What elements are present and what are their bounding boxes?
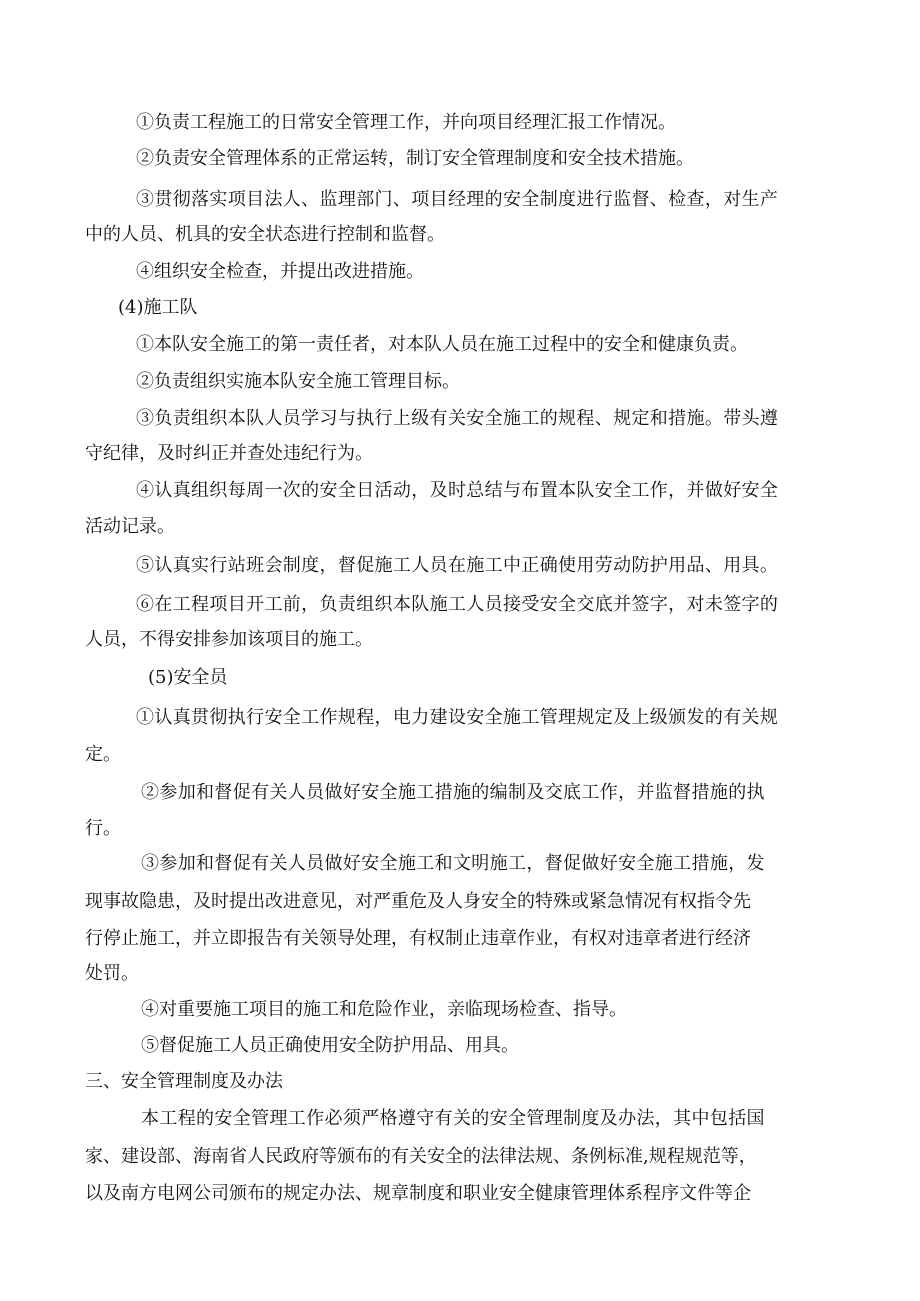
text-line: ③参加和督促有关人员做好安全施工和文明施工，督促做好安全施工措施，发 <box>141 853 765 874</box>
text-line: 处罚。 <box>85 963 139 984</box>
text-line: 人员，不得安排参加该项目的施工。 <box>85 629 373 650</box>
text-line: ③贯彻落实项目法人、监理部门、项目经理的安全制度进行监督、检查，对生产 <box>136 189 779 210</box>
text-line: 中的人员、机具的安全状态进行控制和监督。 <box>85 224 445 245</box>
text-line: ③负责组织本队人员学习与执行上级有关安全施工的规程、规定和措施。带头遵 <box>136 408 779 429</box>
text-line: ④组织安全检查，并提出改进措施。 <box>136 261 424 282</box>
text-line: 以及南方电网公司颁布的规定办法、规章制度和职业安全健康管理体系程序文件等企 <box>85 1183 751 1204</box>
text-line: 行。 <box>85 818 121 839</box>
text-line: ②负责组织实施本队安全施工管理目标。 <box>136 371 460 392</box>
text-line: ④对重要施工项目的施工和危险作业，亲临现场检查、指导。 <box>141 999 627 1020</box>
text-line: ⑤认真实行站班会制度，督促施工人员在施工中正确使用劳动防护用品、用具。 <box>136 555 779 576</box>
text-line: 定。 <box>85 744 121 765</box>
text-line: 本工程的安全管理工作必须严格遵守有关的安全管理制度及办法，其中包括国 <box>141 1108 765 1129</box>
text-line: 守纪律，及时纠正并查处违纪行为。 <box>85 443 373 464</box>
text-line: ⑤督促施工人员正确使用安全防护用品、用具。 <box>141 1035 519 1056</box>
text-line: ②参加和督促有关人员做好安全施工措施的编制及交底工作，并监督措施的执 <box>141 782 765 803</box>
section-heading: 三、安全管理制度及办法 <box>85 1071 283 1092</box>
text-line: 家、建设部、海南省人民政府等颁布的有关安全的法律法规、条例标准,规程规范等， <box>85 1146 757 1167</box>
text-line: ①负责工程施工的日常安全管理工作，并向项目经理汇报工作情况。 <box>136 112 676 133</box>
text-line: ⑥在工程项目开工前，负责组织本队施工人员接受安全交底并签字，对未签字的 <box>136 594 779 615</box>
text-line: ②负责安全管理体系的正常运转，制订安全管理制度和安全技术措施。 <box>136 148 694 169</box>
section-heading: (5)安全员 <box>148 667 228 688</box>
text-line: 现事故隐患，及时提出改进意见，对严重危及人身安全的特殊或紧急情况有权指令先 <box>85 891 751 912</box>
section-heading: (4)施工队 <box>118 297 198 318</box>
text-line: ④认真组织每周一次的安全日活动，及时总结与布置本队安全工作，并做好安全 <box>136 480 779 501</box>
text-line: ①本队安全施工的第一责任者，对本队人员在施工过程中的安全和健康负责。 <box>136 334 748 355</box>
text-line: ①认真贯彻执行安全工作规程，电力建设安全施工管理规定及上级颁发的有关规 <box>136 707 779 728</box>
text-line: 活动记录。 <box>85 516 175 537</box>
text-line: 行停止施工，并立即报告有关领导处理，有权制止违章作业，有权对违章者进行经济 <box>85 928 751 949</box>
